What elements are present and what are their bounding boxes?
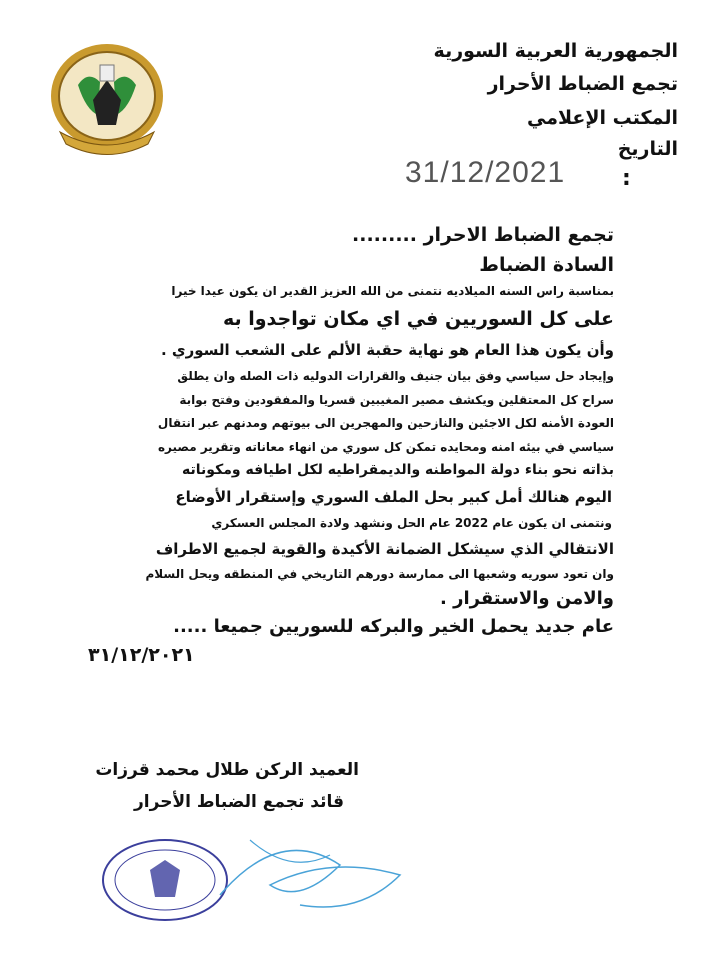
official-stamp-and-signature [100, 835, 440, 925]
greeting-organization: تجمع الضباط الاحرار ......... [352, 224, 614, 246]
header-country: الجمهورية العربية السورية [433, 40, 678, 62]
date-value: 31/12/2021 [405, 156, 566, 189]
body-line: ونتمنى ان يكون عام 2022 عام الحل ونشهد ولادة المجلس العسكري [211, 516, 612, 530]
body-line: بذاته نحو بناء دولة المواطنه والديمقراطيه لكل اطيافه ومكوناته [182, 462, 614, 478]
signatory-title: قائد تجمع الضباط الأحرار [134, 792, 344, 812]
header-office: المكتب الإعلامي [527, 107, 678, 129]
body-line: على كل السوريين في اي مكان تواجدوا به [222, 308, 614, 330]
body-line: سراح كل المعتقلين ويكشف مصير المغيبين قسريا والمفقودين وفتح بوابة [179, 393, 614, 407]
body-line: اليوم هنالك أمل كبير بحل الملف السوري وإستقرار الأوضاع [175, 488, 612, 506]
body-line: سياسي في بيئه امنه ومحايده تمكن كل سوري من انهاء معاناته وتقرير مصيره [157, 440, 614, 454]
organization-logo [48, 40, 166, 156]
body-line: والامن والاستقرار . [440, 588, 614, 609]
body-line: عام جديد يحمل الخير والبركه للسوريين جميعا ..... [173, 616, 614, 637]
body-line: بمناسبة راس السنه الميلاديه نتمنى من الله العزيز القدير ان يكون عيدا خيرا [171, 284, 614, 298]
date-label: التاريخ [617, 138, 678, 160]
body-line: العودة الأمنه لكل الاجئين والنازحين والمهجرين الى بيوتهم ومدنهم عبر انتقال [157, 416, 614, 430]
body-line: وأن يكون هذا العام هو نهاية حقبة الألم على الشعب السوري . [160, 341, 614, 359]
body-line: الانتقالي الذي سيشكل الضمانة الأكيدة والقوية لجميع الاطراف [155, 540, 614, 558]
header-organization: تجمع الضباط الأحرار [487, 73, 678, 95]
closing-date: ٣١/١٢/٢٠٢١ [88, 644, 195, 666]
body-line: وان تعود سوريه وشعبها الى ممارسة دورهم التاريخي في المنطقه ويحل السلام [145, 567, 614, 581]
body-line: وإيجاد حل سياسي وفق بيان جنيف والقرارات الدوليه ذات الصله وان يطلق [177, 369, 614, 383]
signatory-name: العميد الركن طلال محمد قرزات [95, 760, 359, 780]
greeting-officers: السادة الضباط [479, 254, 614, 276]
date-colon: : [622, 166, 631, 191]
